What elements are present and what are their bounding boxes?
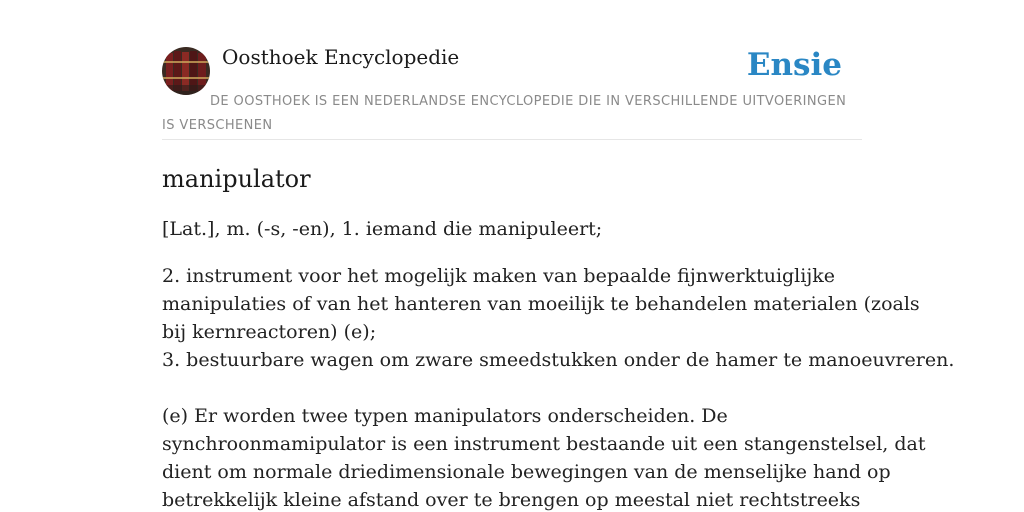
site-header [162, 0, 862, 140]
site-title[interactable]: Oosthoek Encyclopedie [222, 45, 460, 69]
brand-logo-link[interactable]: Ensie [746, 47, 842, 83]
entry-line: 3. bestuurbare wagen om zware smeedstukken onder de hamer te manoeuvreren. [162, 349, 955, 371]
entry-paragraph-1: [Lat.], m. (-s, -en), 1. iemand die manipuleert; [162, 218, 603, 240]
entry-line: (e) Er worden twee typen manipulators onderscheiden. De [162, 405, 728, 427]
entry-title: manipulator [162, 165, 311, 193]
entry-line: manipulaties of van het hanteren van moeilijk te behandelen materialen (zoals [162, 293, 920, 315]
entry-paragraph-2 [162, 262, 955, 512]
entry-line: dient om normale driedimensionale bewegingen van de menselijke hand op [162, 461, 891, 483]
site-tagline: DE OOSTHOEK IS EEN NEDERLANDSE ENCYCLOPEDIE DIE IN VERSCHILLENDE UITVOERINGEN IS VERSCHENEN [162, 94, 847, 133]
entry-line: 2. instrument voor het mogelijk maken van bepaalde fijnwerktuiglijke [162, 265, 835, 287]
page [162, 0, 955, 511]
book-spines-icon[interactable] [162, 47, 210, 95]
entry-body [162, 215, 955, 512]
line-break [162, 374, 862, 402]
entry-line: bij kernreactoren) (e); [162, 321, 377, 343]
entry-line: synchroonmamipulator is een instrument bestaande uit een stangenstelsel, dat [162, 433, 926, 455]
entry-line: betrekkelijk kleine afstand over te brengen op meestal niet rechtstreeks [162, 489, 861, 511]
